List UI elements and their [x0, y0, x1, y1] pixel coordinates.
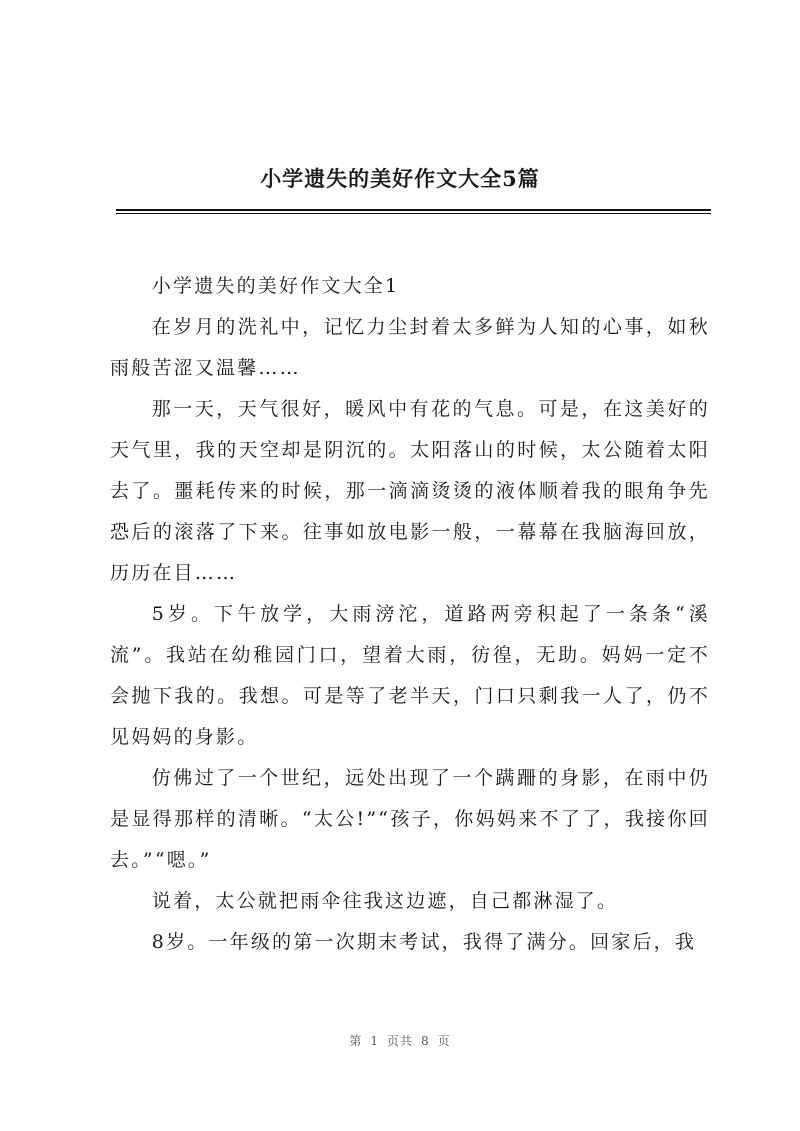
footer-prefix: 第: [349, 1034, 363, 1048]
paragraph: 那一天，天气很好，暖风中有花的气息。可是，在这美好的天气里，我的天空却是阴沉的。太阳落山的时候，太公随着太阳去了。噩耗传来的时候，那一滴滴烫烫的液体顺着我的眼角争先恐后的滚落了下来。往事如放电影一般，一幕幕在我脑海回放，历历在目……: [110, 398, 710, 584]
page-footer: [0, 1032, 800, 1049]
footer-middle: 页共: [386, 1034, 413, 1048]
document-title: 小学遗失的美好作文大全5篇: [260, 166, 540, 191]
footer-suffix: 页: [437, 1034, 451, 1048]
paragraph: 仿佛过了一个世纪，远处出现了一个蹒跚的身影，在雨中仍是显得那样的清晰。“太公!”“孩子，你妈妈来不了了，我接你回去。”“嗯。”: [110, 767, 710, 871]
paragraph: 5岁。下午放学，大雨滂沱，道路两旁积起了一条条“溪流”。我站在幼稚园门口，望着大雨，彷徨，无助。妈妈一定不会抛下我的。我想。可是等了老半天，门口只剩我一人了，仍不见妈妈的身影。: [110, 603, 710, 748]
paragraph: 8岁。一年级的第一次期末考试，我得了满分。回家后，我: [151, 931, 697, 953]
footer-current-page: 1: [370, 1034, 379, 1048]
paragraph: 说着，太公就把雨伞往我这边遮，自己都淋湿了。: [151, 890, 619, 912]
title-divider: [116, 209, 711, 211]
document-body: [110, 266, 710, 963]
footer-total-pages: 8: [421, 1034, 430, 1048]
title-divider-thin: [116, 213, 711, 214]
paragraph: 在岁月的洗礼中，记忆力尘封着太多鲜为人知的心事，如秋雨般苦涩又温馨……: [110, 316, 710, 379]
section-heading: 小学遗失的美好作文大全1: [151, 275, 400, 297]
